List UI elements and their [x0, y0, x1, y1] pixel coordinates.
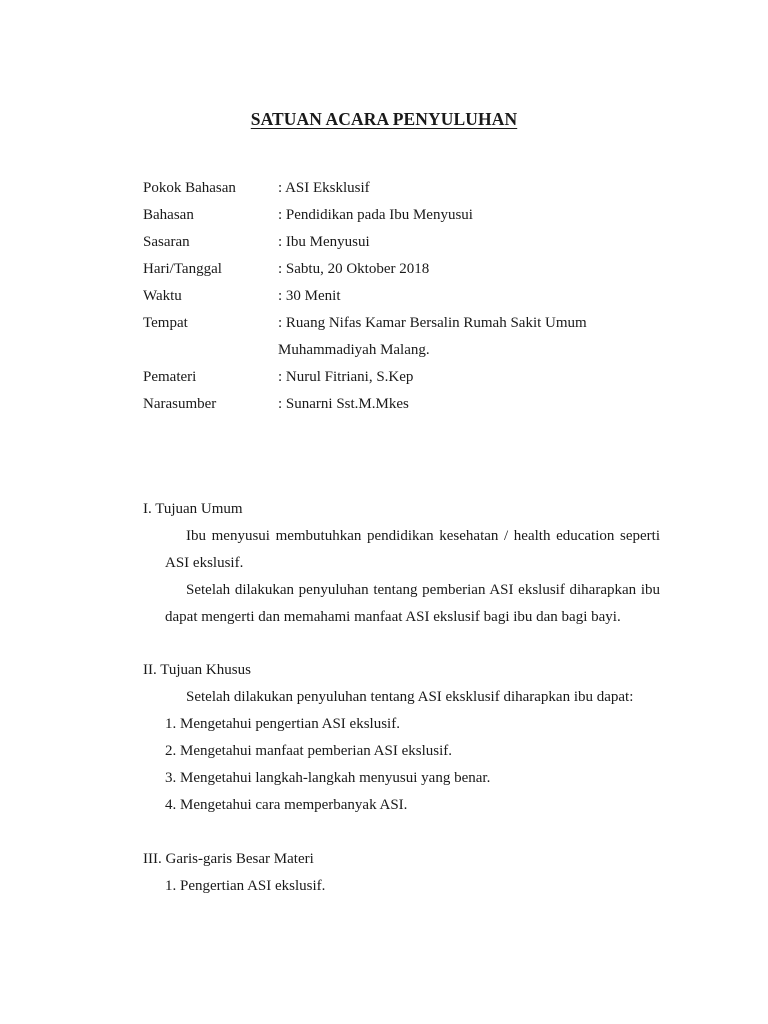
section-intro: Setelah dilakukan penyuluhan tentang ASI eksklusif diharapkan ibu dapat: — [186, 689, 634, 705]
field-value: : Sunarni Sst.M.Mkes — [278, 396, 409, 412]
paragraph-first-line: Ibu menyusui membutuhkan pendidikan kesehatan / health education seperti — [186, 528, 660, 544]
list-item: 2. Mengetahui manfaat pemberian ASI ekslusif. — [165, 743, 453, 759]
field-value: : ASI Eksklusif — [278, 180, 370, 196]
field-value: : 30 Menit — [278, 288, 341, 304]
list-item: 1. Pengertian ASI ekslusif. — [165, 878, 326, 894]
section-heading-garis-besar-materi: III. Garis-garis Besar Materi — [143, 851, 314, 867]
field-label: Bahasan — [143, 207, 194, 223]
list-item: 1. Mengetahui pengertian ASI ekslusif. — [165, 716, 400, 732]
paragraph-first-line: Setelah dilakukan penyuluhan tentang pemberian ASI ekslusif diharapkan ibu — [186, 582, 660, 598]
field-value: : Pendidikan pada Ibu Menyusui — [278, 207, 473, 223]
field-label: Tempat — [143, 315, 188, 331]
field-label: Narasumber — [143, 396, 217, 412]
field-label: Waktu — [143, 288, 182, 304]
section-heading-tujuan-umum: I. Tujuan Umum — [143, 501, 243, 517]
paragraph-continuation: ASI ekslusif. — [165, 555, 244, 571]
field-label: Hari/Tanggal — [143, 261, 222, 277]
field-value: : Ibu Menyusui — [278, 234, 370, 250]
field-value: Muhammadiyah Malang. — [278, 342, 430, 358]
field-value: : Nurul Fitriani, S.Kep — [278, 369, 414, 385]
list-item: 3. Mengetahui langkah-langkah menyusui yang benar. — [165, 770, 491, 786]
section-heading-tujuan-khusus: II. Tujuan Khusus — [143, 662, 251, 678]
field-label: Pokok Bahasan — [143, 180, 236, 196]
paragraph-continuation: dapat mengerti dan memahami manfaat ASI ekslusif bagi ibu dan bagi bayi. — [165, 609, 621, 625]
document-title: SATUAN ACARA PENYULUHAN — [250, 109, 518, 129]
field-label: Sasaran — [143, 234, 190, 250]
field-label: Pemateri — [143, 369, 197, 385]
field-value: : Ruang Nifas Kamar Bersalin Rumah Sakit Umum — [278, 315, 587, 331]
field-value: : Sabtu, 20 Oktober 2018 — [278, 261, 430, 277]
list-item: 4. Mengetahui cara memperbanyak ASI. — [165, 797, 408, 813]
